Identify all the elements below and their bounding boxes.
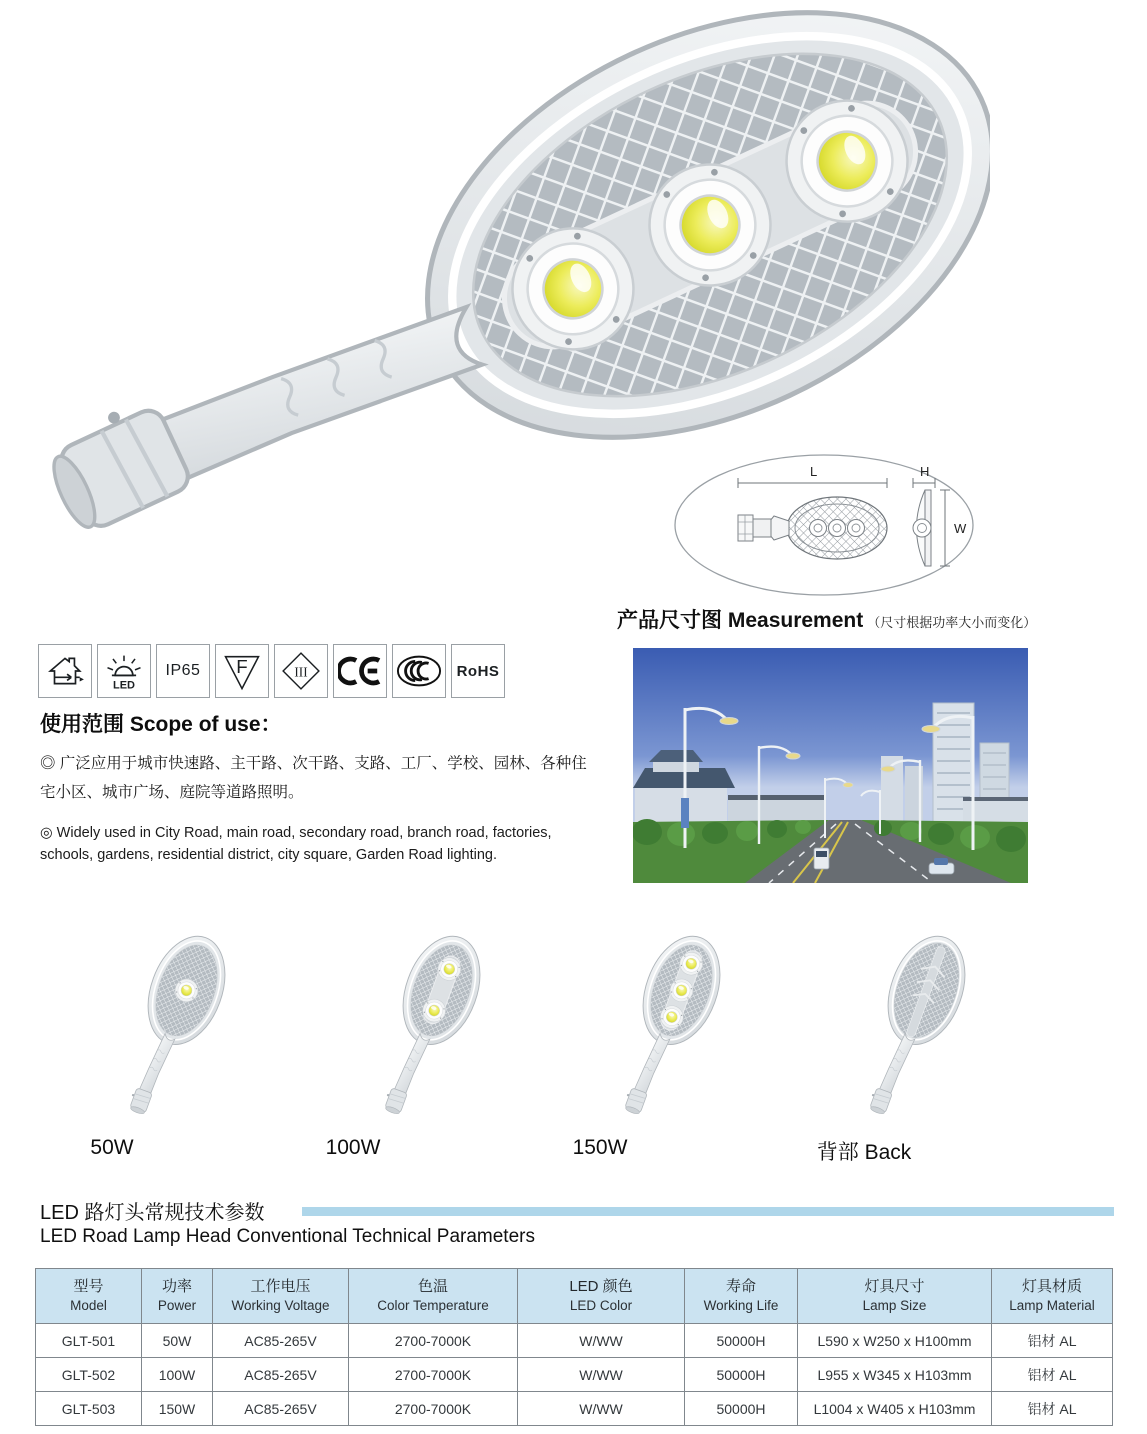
table-row: [36, 1324, 1113, 1358]
column-header-en: Lamp Size: [862, 1297, 927, 1313]
variant-photo-150w: [550, 928, 785, 1133]
table-cell: 150W: [142, 1392, 213, 1426]
scope-title: 使用范围 Scope of use：: [40, 713, 282, 736]
rohs-label: RoHS: [456, 662, 500, 680]
cert-box-ip65: [156, 644, 210, 698]
variant-label-50w: 50W: [90, 1136, 134, 1159]
svg-text:LED: LED: [113, 679, 135, 692]
outdoor-use-icon: [44, 650, 86, 692]
measurement-note: （尺寸根据功率大小而变化）: [867, 615, 1037, 630]
column-header-zh: 色温: [417, 1278, 448, 1296]
table-cell: AC85-265V: [213, 1324, 349, 1358]
column-header: [36, 1269, 142, 1324]
measurement-title: [617, 604, 1036, 634]
table-cell: 2700-7000K: [349, 1324, 518, 1358]
table-cell: W/WW: [518, 1392, 685, 1426]
column-header-zh: LED 颜色: [569, 1278, 633, 1296]
parameters-table: [35, 1268, 1113, 1426]
column-header: [518, 1269, 685, 1324]
table-cell: GLT-501: [36, 1324, 142, 1358]
column-header-zh: 灯具材质: [1021, 1278, 1082, 1296]
table-cell: W/WW: [518, 1358, 685, 1392]
measurement-title-zh: 产品尺寸图 Measurement: [617, 609, 864, 632]
table-cell: AC85-265V: [213, 1392, 349, 1426]
measurement-diagram: [672, 452, 980, 598]
variant-photo-50w: [55, 928, 290, 1133]
table-cell: L590 x W250 x H100mm: [798, 1324, 992, 1358]
column-header-zh: 灯具尺寸: [864, 1278, 925, 1296]
table-row: [36, 1358, 1113, 1392]
scope-text-zh: ◎ 广泛应用于城市快速路、主干路、次干路、支路、工厂、学校、园林、各种住宅小区、城市广场、庭院等道路照明。: [40, 755, 587, 801]
variant-photo-back: [795, 928, 1030, 1133]
table-cell: 铝材 AL: [992, 1358, 1113, 1392]
svg-text:III: III: [294, 664, 308, 680]
column-header-en: LED Color: [569, 1297, 633, 1313]
variant-label-100w: 100W: [325, 1136, 381, 1159]
table-cell: GLT-503: [36, 1392, 142, 1426]
parameters-title-zh: LED 路灯头常规技术参数: [40, 1202, 265, 1224]
column-header-en: Model: [70, 1297, 107, 1313]
column-header-zh: 寿命: [725, 1278, 756, 1296]
column-header: [349, 1269, 518, 1324]
column-header-zh: 型号: [73, 1278, 104, 1296]
variant-label-back: 背部 Back: [816, 1141, 912, 1164]
protection-class-iii-icon: [279, 649, 323, 693]
cert-box-ce-mark: [333, 644, 387, 698]
variant-photo-100w: [310, 928, 545, 1133]
table-cell: 50000H: [685, 1324, 798, 1358]
ip65-label: IP65: [165, 662, 201, 679]
column-header: [142, 1269, 213, 1324]
cert-box-outdoor-use: [38, 644, 92, 698]
table-cell: L1004 x W405 x H103mm: [798, 1392, 992, 1426]
column-header: [213, 1269, 349, 1324]
cert-box-insulation-class-f: [215, 644, 269, 698]
ce-mark-icon: [338, 656, 382, 686]
cert-box-protection-class-iii: [274, 644, 328, 698]
scope-text-en: ◎ Widely used in City Road, main road, secondary road, branch road, factories, schools, gardens, residential district, city square, Garden Road lighting.: [40, 825, 552, 864]
insulation-class-f-icon: [220, 649, 264, 693]
column-header-zh: 工作电压: [250, 1278, 311, 1296]
street-scene-photo: [633, 648, 1028, 883]
dim-label-l: L: [810, 464, 818, 479]
column-header: [685, 1269, 798, 1324]
cert-box-rohs: [451, 644, 505, 698]
column-header-en: Working Voltage: [231, 1297, 330, 1313]
cert-box-led: [97, 644, 151, 698]
table-cell: 50W: [142, 1324, 213, 1358]
table-cell: AC85-265V: [213, 1358, 349, 1392]
dim-label-w: W: [954, 521, 967, 536]
column-header-en: Color Temperature: [377, 1297, 489, 1313]
table-cell: 铝材 AL: [992, 1324, 1113, 1358]
certification-row: [38, 644, 505, 698]
column-header-zh: 功率: [161, 1278, 192, 1296]
table-cell: 2700-7000K: [349, 1392, 518, 1426]
table-cell: 50000H: [685, 1392, 798, 1426]
column-header: [992, 1269, 1113, 1324]
accent-bar: [302, 1207, 1114, 1216]
scope-section: [40, 708, 600, 867]
column-header-en: Power: [157, 1297, 197, 1313]
table-row: [36, 1392, 1113, 1426]
table-cell: L955 x W345 x H103mm: [798, 1358, 992, 1392]
table-cell: GLT-502: [36, 1358, 142, 1392]
cert-box-ccc-mark: [392, 644, 446, 698]
dim-label-h: H: [920, 464, 930, 479]
column-header-en: Lamp Material: [1009, 1297, 1095, 1313]
svg-text:F: F: [236, 656, 248, 678]
column-header: [798, 1269, 992, 1324]
table-header: [36, 1269, 1113, 1324]
table-cell: 2700-7000K: [349, 1358, 518, 1392]
table-cell: 50000H: [685, 1358, 798, 1392]
table-cell: W/WW: [518, 1324, 685, 1358]
ccc-mark-icon: [396, 654, 442, 688]
table-cell: 铝材 AL: [992, 1392, 1113, 1426]
variant-label-150w: 150W: [572, 1136, 628, 1159]
parameters-title-en: LED Road Lamp Head Conventional Technical Parameters: [40, 1226, 535, 1247]
led-icon: [102, 649, 146, 693]
column-header-en: Working Life: [703, 1297, 779, 1313]
table-cell: 100W: [142, 1358, 213, 1392]
